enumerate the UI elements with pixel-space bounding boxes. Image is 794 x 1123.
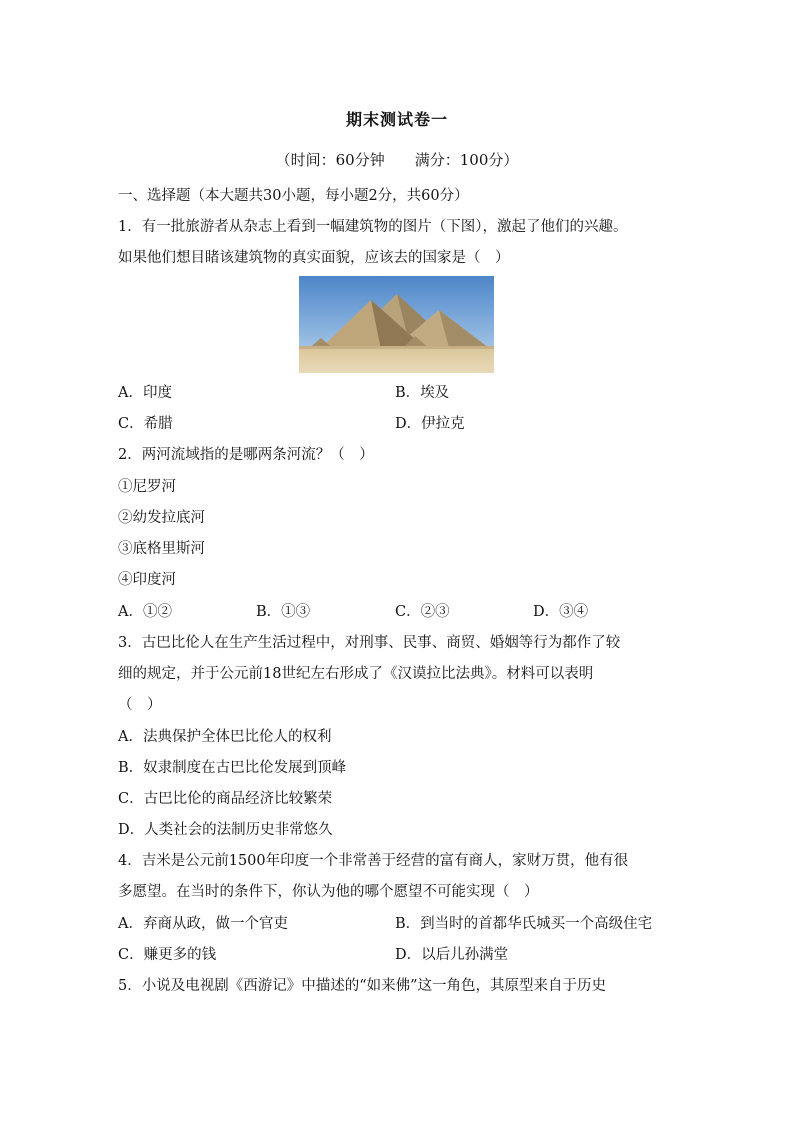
- q2-stem: 2．两河流域指的是哪两条河流？（ ）: [118, 447, 374, 463]
- q2-option-b: B．①③: [256, 604, 311, 620]
- q2-option-c: C．②③: [395, 604, 450, 620]
- q3-option-b: B．奴隶制度在古巴比伦发展到顶峰: [118, 760, 347, 776]
- q2-option-a: A．①②: [118, 604, 172, 620]
- section-heading: 一、选择题（本大题共30小题，每小题2分，共60分）: [118, 188, 469, 204]
- q4-option-a: A．弃商从政，做一个官吏: [118, 916, 288, 932]
- pyramids-photo: [299, 276, 494, 373]
- q2-item-2: ②幼发拉底河: [118, 510, 205, 526]
- q2-item-1: ①尼罗河: [118, 479, 176, 495]
- q1-stem-line1: 1．有一批旅游者从杂志上看到一幅建筑物的图片（下图），激起了他们的兴趣。: [118, 219, 628, 235]
- q2-option-d: D．③④: [533, 604, 589, 620]
- q4-stem-line2: 多愿望。在当时的条件下，你认为他的哪个愿望不可能实现（ ）: [118, 884, 539, 900]
- q3-stem-line3: （ ）: [118, 697, 162, 713]
- q3-option-a: A．法典保护全体巴比伦人的权利: [118, 729, 332, 745]
- q1-option-a: A．印度: [118, 385, 172, 401]
- q3-stem-line2: 细的规定，并于公元前18世纪左右形成了《汉谟拉比法典》。材料可以表明: [118, 666, 594, 682]
- q3-option-c: C．古巴比伦的商品经济比较繁荣: [118, 791, 333, 807]
- q4-stem-line1: 4．吉米是公元前1500年印度一个非常善于经营的富有商人，家财万贯，他有很: [118, 853, 629, 869]
- page-title: 期末测试卷一: [345, 110, 448, 129]
- q1-option-d: D．伊拉克: [395, 416, 465, 432]
- q4-option-c: C．赚更多的钱: [118, 947, 217, 963]
- q3-option-d: D．人类社会的法制历史非常悠久: [118, 822, 333, 838]
- q4-option-b: B．到当时的首都华氏城买一个高级住宅: [395, 916, 653, 932]
- q1-stem-line2: 如果他们想目睹该建筑物的真实面貌，应该去的国家是（ ）: [118, 250, 510, 266]
- q2-item-4: ④印度河: [118, 572, 176, 588]
- q2-item-3: ③底格里斯河: [118, 541, 205, 557]
- q3-stem-line1: 3．古巴比伦人在生产生活过程中，对刑事、民事、商贸、婚姻等行为都作了较: [118, 635, 621, 651]
- q5-stem-line1: 5．小说及电视剧《西游记》中描述的“如来佛”这一角色，其原型来自于历史: [118, 978, 607, 994]
- exam-time-score: （时间：60分钟 满分：100分）: [275, 151, 519, 169]
- q1-option-b: B．埃及: [395, 385, 450, 401]
- q1-option-c: C．希腊: [118, 416, 173, 432]
- q4-option-d: D．以后儿孙满堂: [395, 947, 509, 963]
